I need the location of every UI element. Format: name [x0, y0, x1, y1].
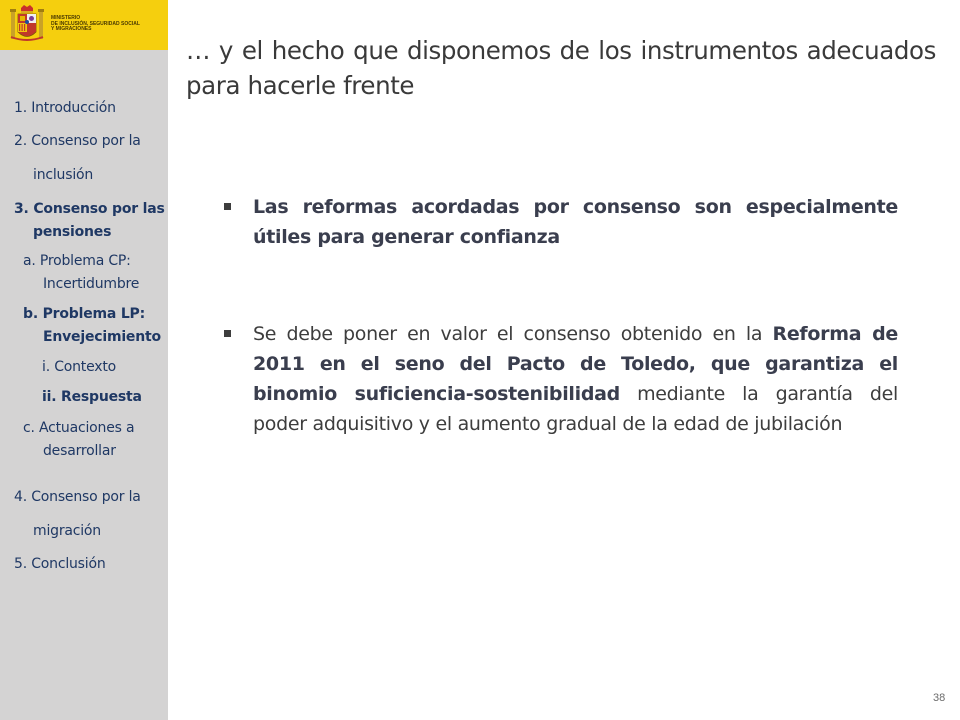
square-bullet-icon [224, 330, 231, 337]
nav-subitem-problema-lp[interactable]: b. Problema LP: [23, 306, 146, 322]
square-bullet-icon [224, 203, 231, 210]
slide-title: … y el hecho que disponemos de los instrumentos adecuados para hacerle frente [186, 36, 936, 100]
bullet-point [224, 192, 898, 252]
ministry-name [51, 16, 166, 33]
nav-item-consenso-migracion[interactable]: 4. Consenso por la [14, 489, 141, 505]
sidebar [0, 0, 168, 720]
nav-item-consenso-pensiones[interactable]: 3. Consenso por las [14, 201, 165, 217]
nav-subitem-problema-cp[interactable]: a. Problema CP: [23, 253, 131, 269]
bullet-text [253, 192, 898, 252]
nav-subitem-problema-cp-cont[interactable]: Incertidumbre [43, 276, 140, 292]
ministry-line: DE INCLUSIÓN, SEGURIDAD SOCIAL [51, 20, 140, 27]
bullet-text-part: Se debe poner en valor el consenso obtenido en la [253, 323, 773, 345]
nav-subsubitem-contexto[interactable]: i. Contexto [42, 359, 117, 375]
bullet-text-part: mediante la garantía del poder adquisitivo y el aumento gradual de la edad de jubilación [253, 383, 898, 435]
nav-item-consenso-migracion-cont[interactable]: migración [33, 523, 101, 539]
nav-subitem-problema-lp-cont[interactable]: Envejecimiento [43, 329, 161, 345]
nav-subitem-actuaciones-cont[interactable]: desarrollar [43, 443, 116, 459]
nav-item-introduccion[interactable]: 1. Introducción [14, 100, 116, 116]
coat-of-arms-icon [8, 5, 46, 45]
nav-item-consenso-pensiones-cont[interactable]: pensiones [33, 224, 112, 240]
nav-item-consenso-inclusion-cont[interactable]: inclusión [33, 167, 94, 183]
bullet-bold-text: Las reformas acordadas por consenso son especialmente útiles para generar confianza [253, 196, 898, 248]
bullet-bold-text: Reforma de 2011 en el seno del Pacto de Toledo, que garantiza el binomio suficiencia-sostenibilidad [253, 323, 898, 405]
nav-subitem-actuaciones[interactable]: c. Actuaciones a [23, 420, 135, 436]
ministry-line: MINISTERIO [51, 15, 81, 21]
bullet-text [253, 319, 898, 439]
nav-item-consenso-inclusion[interactable]: 2. Consenso por la [14, 133, 141, 149]
nav-subsubitem-respuesta[interactable]: ii. Respuesta [42, 389, 142, 405]
ministry-line: Y MIGRACIONES [51, 26, 92, 32]
nav-item-conclusion[interactable]: 5. Conclusión [14, 556, 106, 572]
ministry-logo-band [0, 0, 168, 50]
bullet-point [224, 319, 898, 439]
page-number: 38 [933, 692, 946, 704]
